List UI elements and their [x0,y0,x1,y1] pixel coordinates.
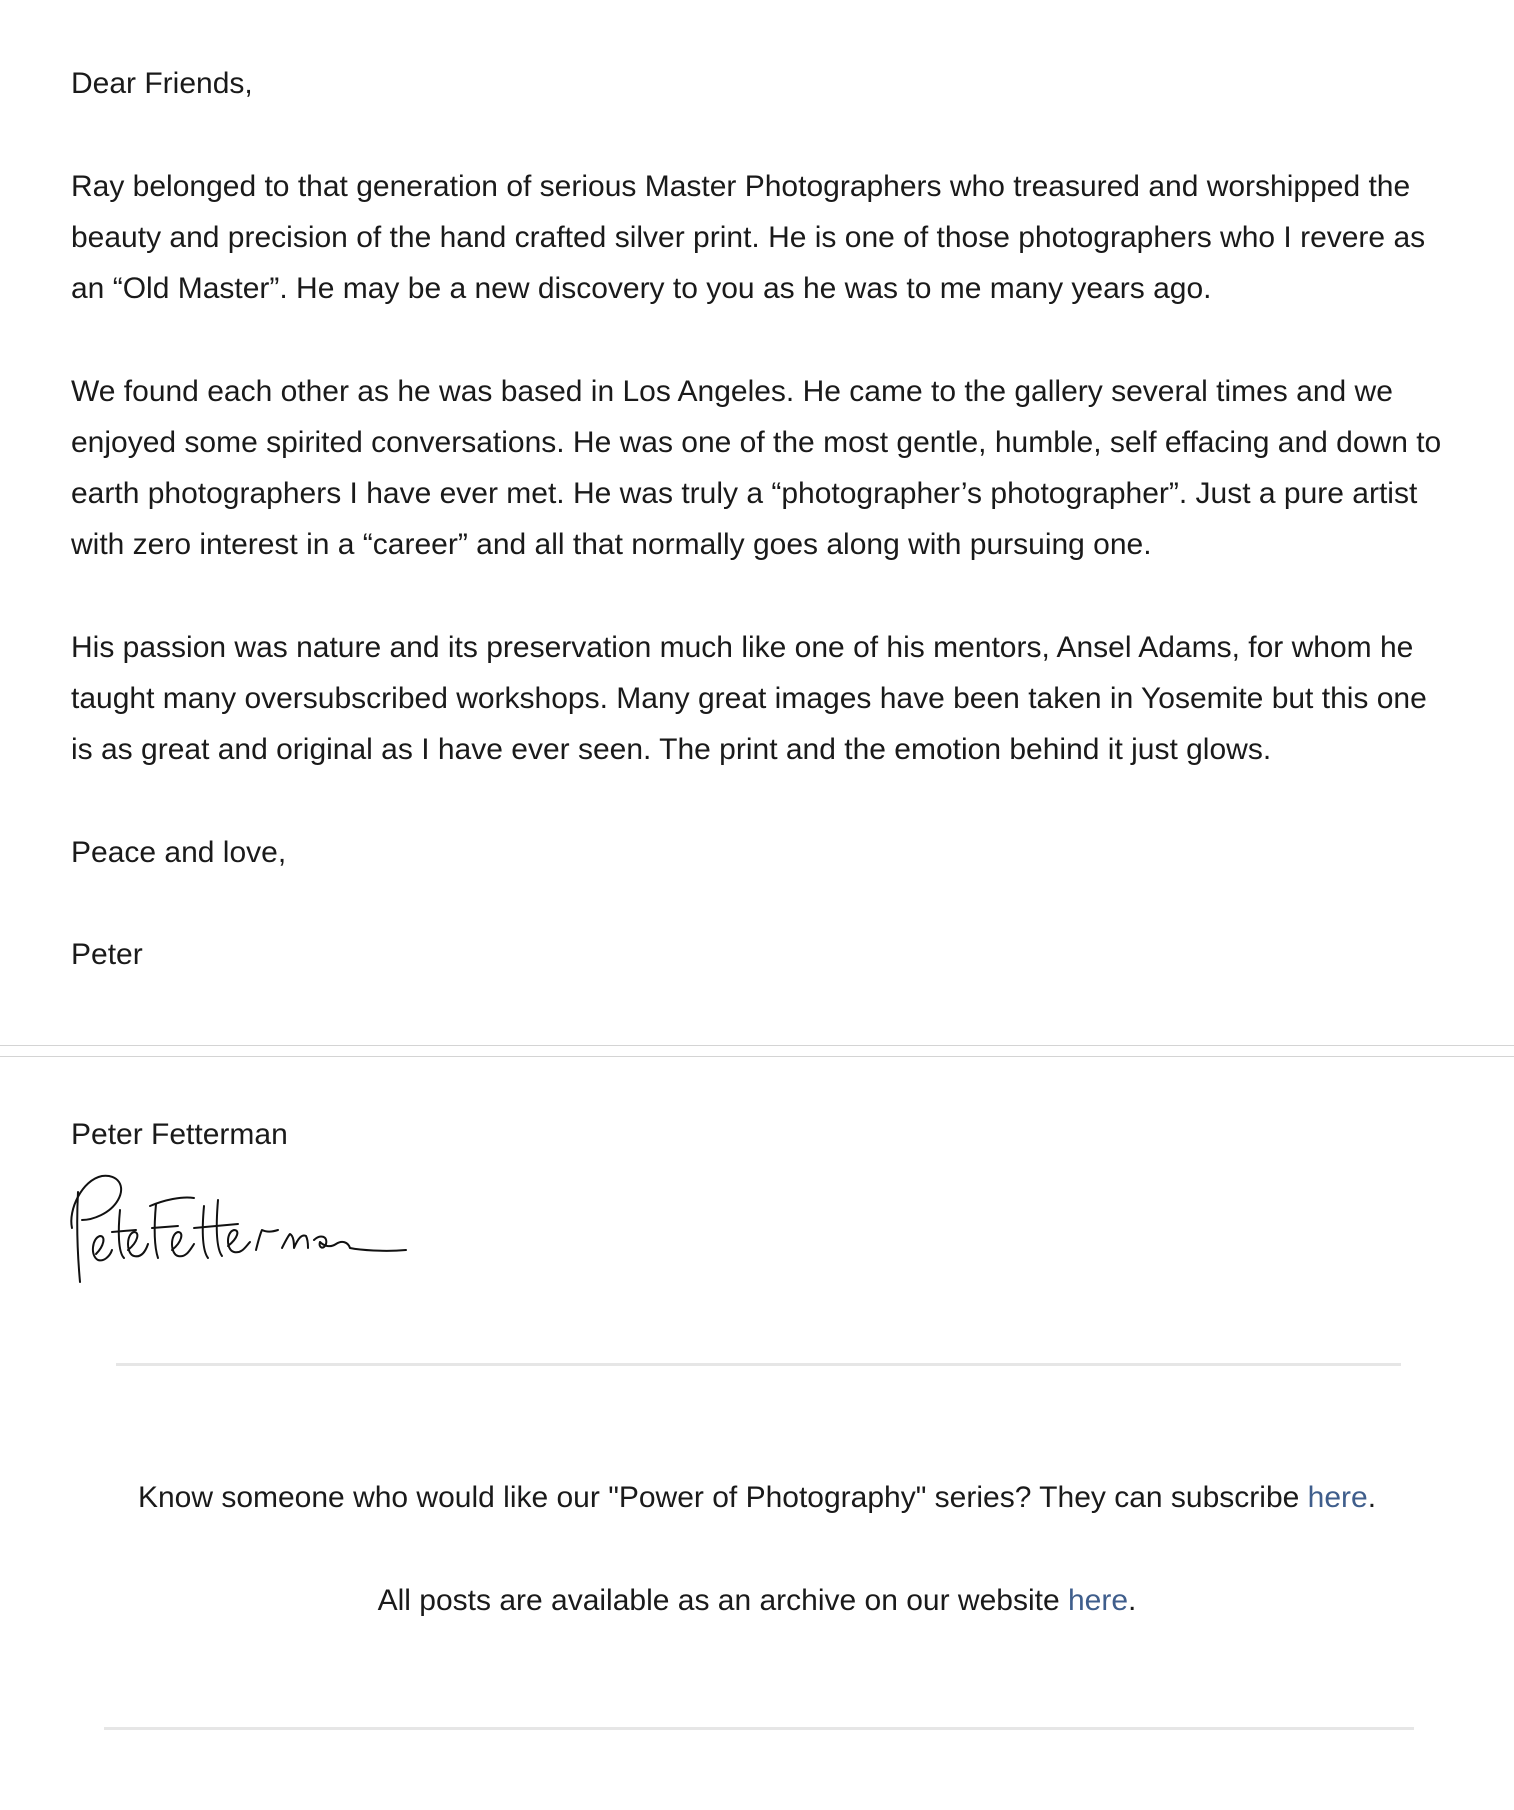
handwritten-signature [68,1170,408,1290]
subscribe-link[interactable]: here [1307,1481,1368,1514]
letter-closing: Peace and love, [71,836,287,869]
letter-paragraph: His passion was nature and its preservation much like one of his mentors, Ansel Adams, for whom he taught many oversubscribed workshops. Many great images have been taken in Yosemite but this one is as great and original as I have ever seen. The print and the emotion behind it just glows. [71,631,1427,766]
subscribe-period: . [1367,1481,1377,1514]
letter-body [71,58,1451,1032]
archive-notice [0,1581,1514,1621]
footer-divider-top [116,1363,1401,1366]
section-divider [0,1045,1514,1057]
archive-link[interactable]: here [1068,1584,1129,1617]
letter-paragraph: We found each other as he was based in Los Angeles. He came to the gallery several times and we enjoyed some spirited conversations. He was one of the most gentle, humble, self effacing and down to earth photographers I have ever met. He was truly a “photographer’s photographer”. Just a pure artist with zero interest in a “career” and all that normally goes along with pursuing one. [71,375,1442,561]
subscribe-notice [0,1478,1514,1518]
signer-name: Peter Fetterman [71,1118,288,1151]
archive-text: All posts are available as an archive on our website [377,1584,1068,1617]
letter-signoff: Peter [71,938,143,971]
letter-greeting: Dear Friends, [71,67,253,100]
archive-period: . [1128,1584,1137,1617]
footer-divider-bottom [104,1727,1414,1730]
letter-paragraph: Ray belonged to that generation of serious Master Photographers who treasured and worshipped the beauty and precision of the hand crafted silver print. He is one of those photographers who I revere as an “Old Master”. He may be a new discovery to you as he was to me many years ago. [71,170,1426,305]
subscribe-text: Know someone who would like our "Power of Photography" series? They can subscribe [137,1481,1308,1514]
